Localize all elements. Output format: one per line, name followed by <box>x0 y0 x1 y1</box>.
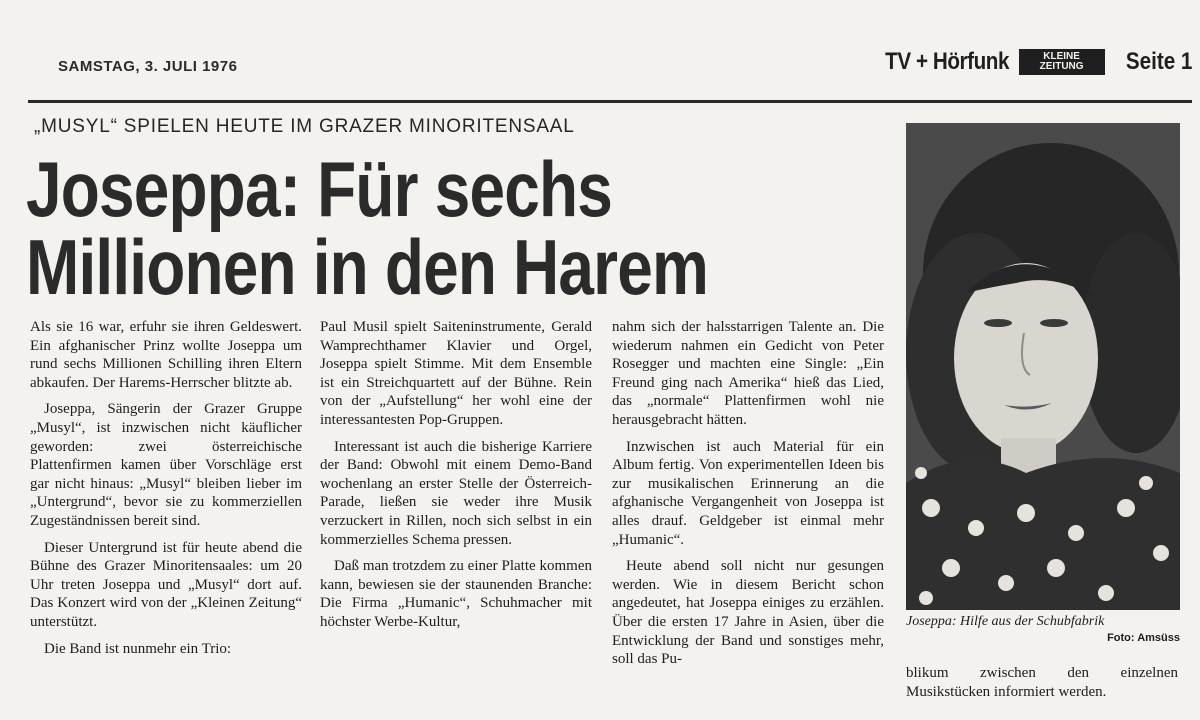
paragraph: Joseppa, Sängerin der Grazer Gruppe „Musyl“, ist inzwischen nicht käuflicher geworden: zwei österreichische Plattenfirmen kamen über Vorschläge erst gar nicht hinaus: „Musyl“ bleiben lieber im „Untergrund“, bevor sie zu kommerziellen Zugeständnissen bereit sind. <box>30 401 302 529</box>
text-column-4: blikum zwischen den einzelnen Musikstücken informiert werden. <box>906 665 1178 700</box>
portrait-photo <box>906 123 1180 610</box>
paragraph: Dieser Untergrund ist für heute abend die Bühne des Grazer Minoritensaales: um 20 Uhr treten Joseppa und „Musyl“ dort auf. Das Konzert wird von der „Kleinen Zeitung“ unterstützt. <box>30 539 302 630</box>
paragraph: Paul Musil spielt Saiteninstrumente, Gerald Wamprechthamer Klavier und Orgel, Joseppa spielt Stimme. Mit dem Ensemble ist ein Streichquartett auf der Bühne. Rein von der „Aufstellung“ her wohl eine der interessantesten Pop-Gruppen. <box>320 319 592 428</box>
portrait-image-icon <box>906 123 1180 610</box>
paragraph: nahm sich der halsstarrigen Talente an. Die wiederum nahmen ein Gedicht von Peter Rosegger und machten eine Single: „Ein Freund ging nach Amerika“ hieß das Lied, das „normale“ Plattenfirmen wohl nie herausgebracht hätten. <box>612 319 884 428</box>
logo-line-1: KLEINE <box>1043 51 1080 62</box>
logo-line-2: ZEITUNG <box>1039 61 1084 72</box>
paragraph: Als sie 16 war, erfuhr sie ihren Geldeswert. Ein afghanischer Prinz wollte Joseppa um rund sechs Millionen Schilling ihren Eltern abkaufen. Der Harems-Herrscher blitzte ab. <box>30 319 302 391</box>
photo-credit: Foto: Amsüss <box>1107 632 1180 644</box>
paragraph: Daß man trotzdem zu einer Platte kommen kann, bewiesen sie der staunenden Branche: Die Firma „Humanic“, Schuhmacher mit höchster Werbe-Kultur, <box>320 558 592 630</box>
headline-line-1: Joseppa: Für sechs <box>26 145 612 233</box>
page-number: Seite 1 <box>1125 48 1192 75</box>
headline-line-2: Millionen in den Harem <box>26 223 709 311</box>
header-rule <box>28 100 1192 103</box>
article-kicker: „MUSYL“ SPIELEN HEUTE IM GRAZER MINORITENSAAL <box>34 116 575 137</box>
text-column-3 <box>612 318 884 677</box>
paragraph: Interessant ist auch die bisherige Karriere der Band: Obwohl mit einem Demo-Band wochenlang an erster Stelle der Österreich-Parade, ließen sie weder ihre Musik verzuckert in Rillen, noch sich selbst in ein kommerzielles Schema pressen. <box>320 438 592 548</box>
text-column-1 <box>30 318 302 666</box>
paragraph: Die Band ist nunmehr ein Trio: <box>44 640 232 657</box>
section-label: TV + Hörfunk <box>884 48 1009 75</box>
paragraph: Inzwischen ist auch Material für ein Album fertig. Von experimentellen Ideen bis zur musikalischen Erinnerung an die afghanische Vergangenheit von Joseppa ist alles drauf. Geldgeber ist einmal mehr „Humanic“. <box>612 438 884 548</box>
newspaper-logo <box>1019 49 1105 75</box>
text-column-2 <box>320 318 592 640</box>
section-header <box>865 48 1192 76</box>
issue-date: SAMSTAG, 3. JULI 1976 <box>58 58 238 75</box>
photo-caption: Joseppa: Hilfe aus der Schubfabrik <box>906 614 1105 629</box>
article-headline <box>26 145 731 311</box>
paragraph: Heute abend soll nicht nur gesungen werden. Wie in diesem Bericht schon angedeutet, hat Joseppa einiges zu erzählen. Über die ersten 17 Jahre in Asien, über die Entwicklung der Band und sonstiges mehr, soll das Pu- <box>612 558 884 668</box>
